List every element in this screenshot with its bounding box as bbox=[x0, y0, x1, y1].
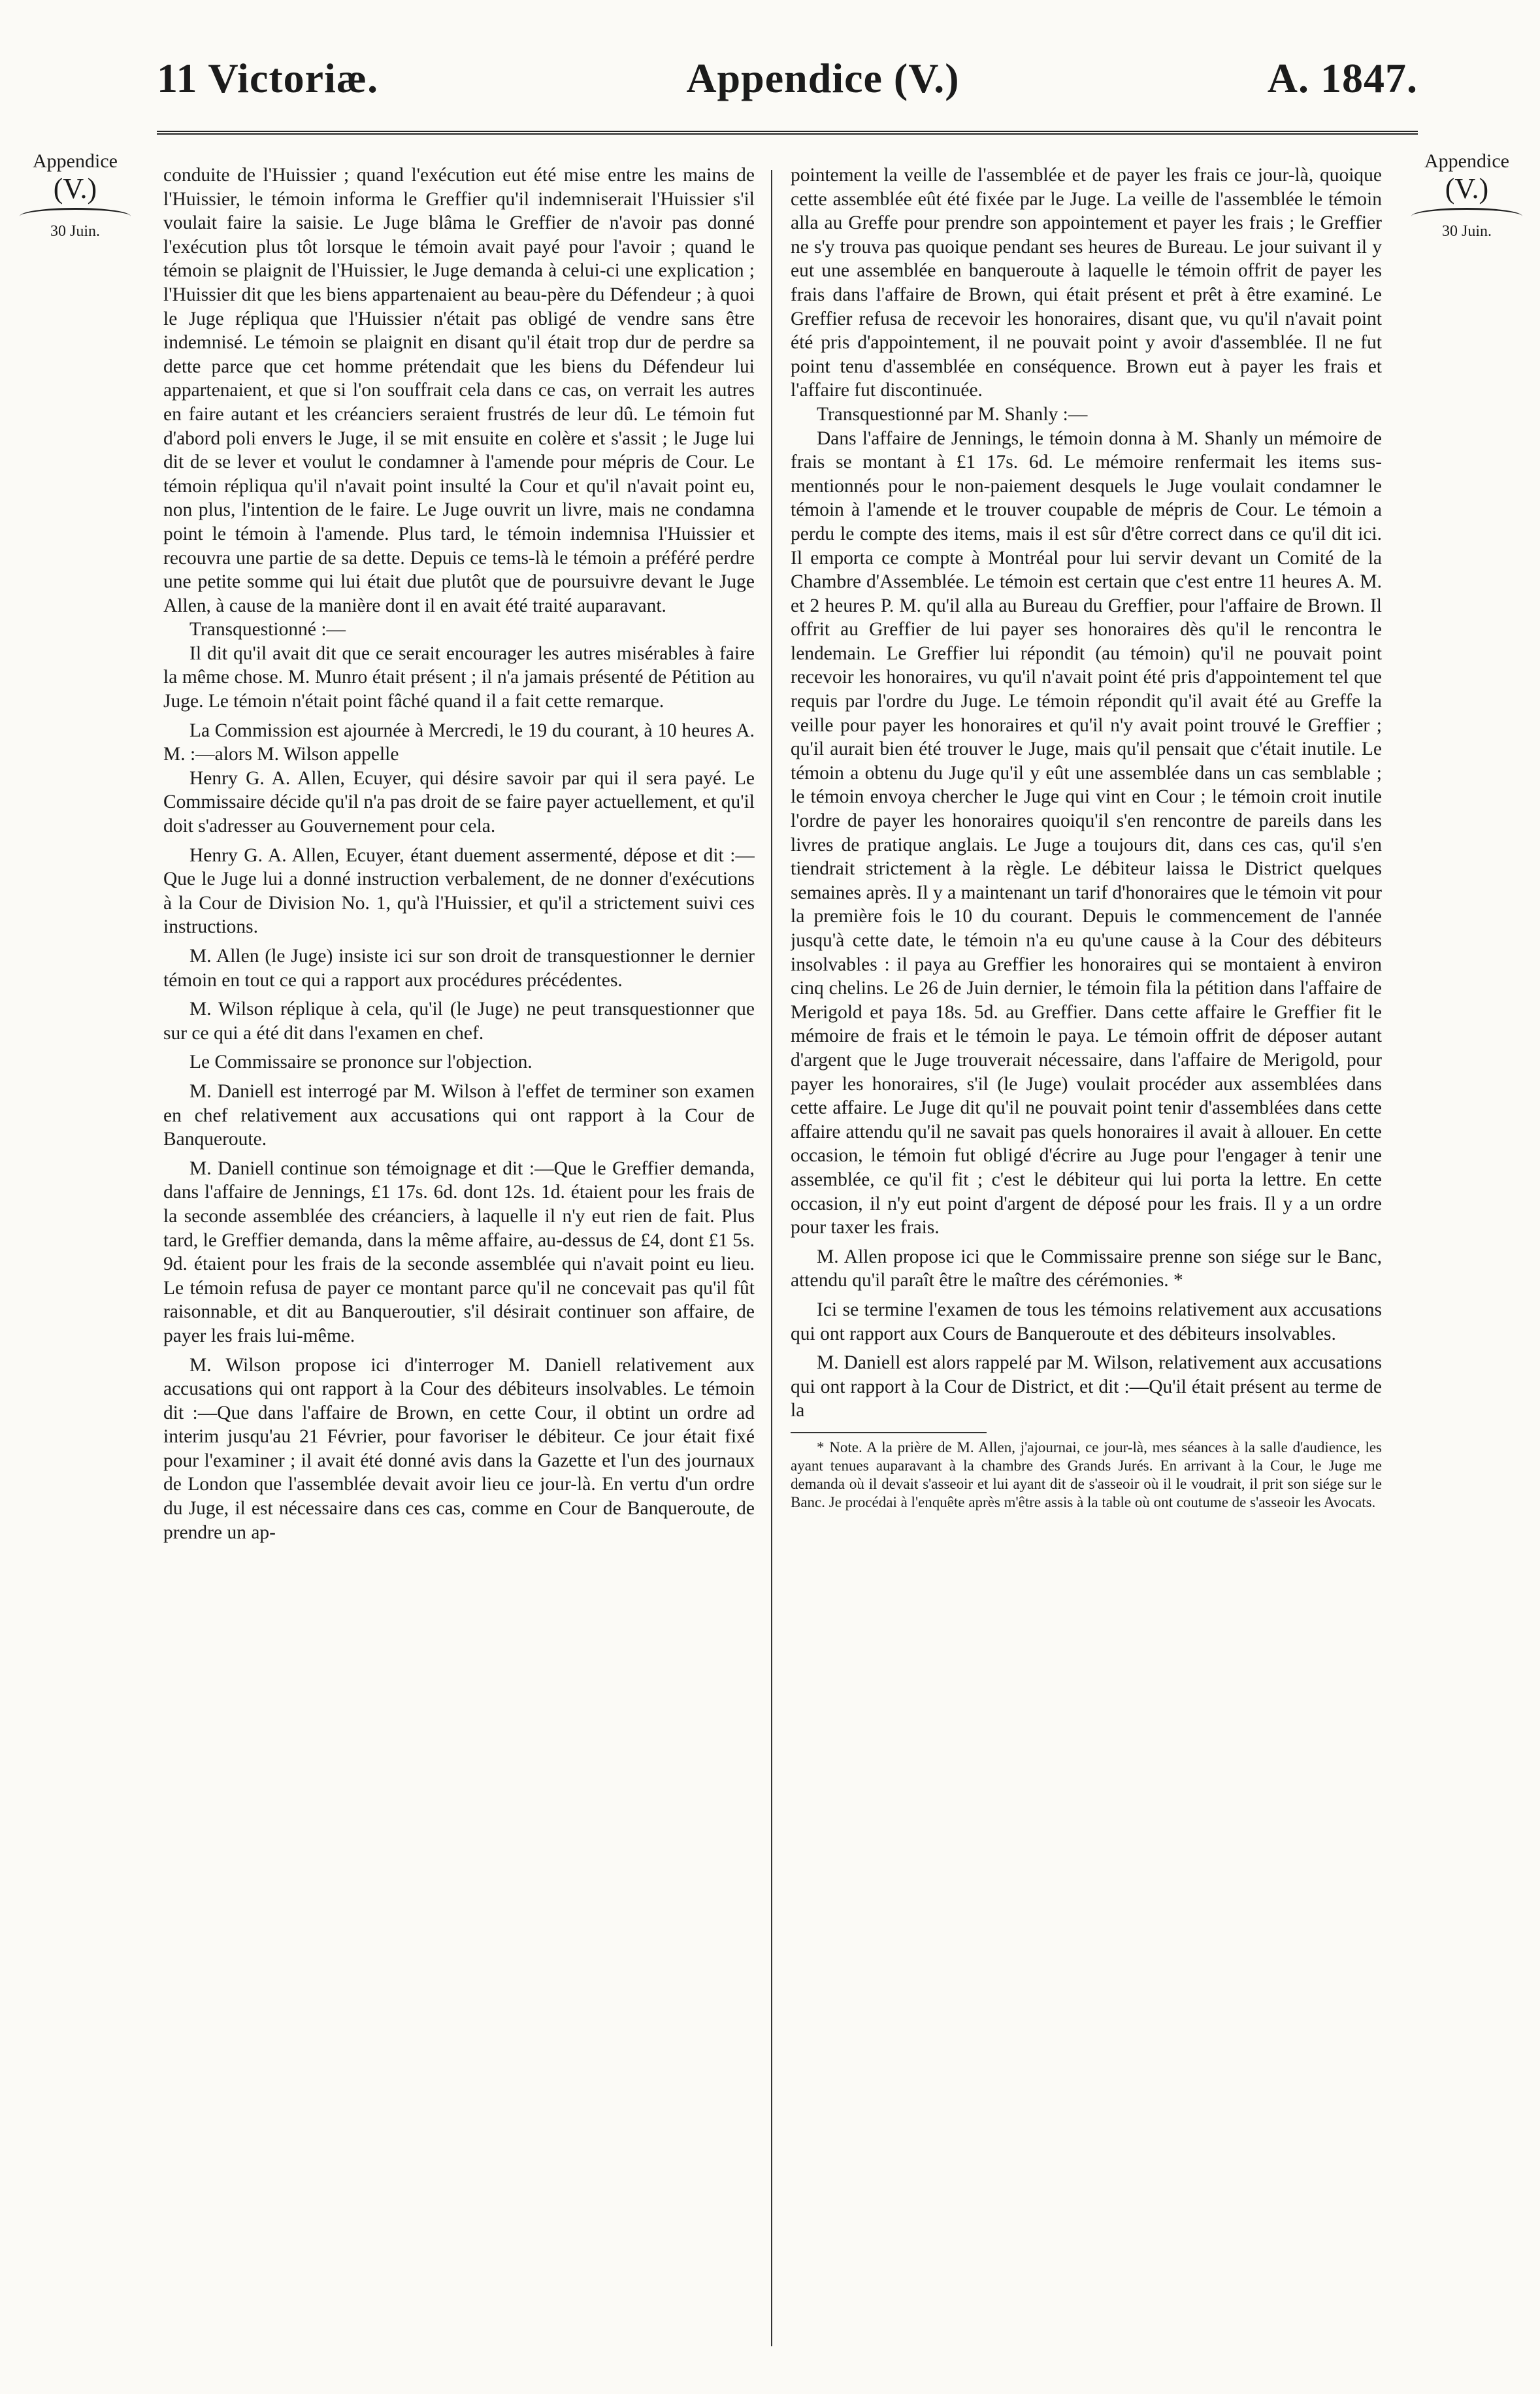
paragraph: Henry G. A. Allen, Ecuyer, étant duement assermenté, dépose et dit :—Que le Juge lui a donné instruction verbalement, de ne donner d'exécutions à la Cour de Division No. 1, qu'à l'Huissier, et qu'il a strictement suivi ces instructions. bbox=[163, 844, 755, 938]
header-year: A. 1847. bbox=[1267, 55, 1418, 101]
column-divider bbox=[771, 170, 772, 2346]
left-column bbox=[163, 163, 755, 2372]
paragraph: M. Daniell continue son témoignage et dit :—Que le Greffier demanda, dans l'affaire de Jennings, £1 17s. 6d. dont 12s. 1d. étaient pour les frais de la seconde assemblée des créanciers, à laquelle il n'y eut rien de fait. Plus tard, le Greffier demanda, dans la même affaire, au-dessus de £4, dont £1 5s. 9d. étaient pour les frais de la seconde assemblée qui n'avait point eu lieu. Le témoin refusa de payer ce montant parce qu'il ne concevait pas qu'il fût raisonnable, et dit au Banqueroutier, s'il désirait continuer son affaire, de payer les frais lui-même. bbox=[163, 1157, 755, 1346]
paragraph: Henry G. A. Allen, Ecuyer, qui désire savoir par qui il sera payé. Le Commissaire décide qu'il n'a pas droit de se faire payer actuellement, et qu'il doit s'adresser au Gouvernement pour cela. bbox=[163, 767, 755, 837]
paragraph: M. Allen propose ici que le Commissaire prenne son siége sur le Banc, attendu qu'il paraît être le maître des cérémonies. * bbox=[791, 1246, 1382, 1291]
header-rule bbox=[157, 131, 1418, 135]
paragraph: M. Daniell est alors rappelé par M. Wilson, relativement aux accusations qui ont rapport à la Cour de District, et dit :—Qu'il était présent au terme de la bbox=[791, 1352, 1382, 1421]
margin-date: 30 Juin. bbox=[50, 223, 100, 240]
paragraph: M. Allen (le Juge) insiste ici sur son droit de transquestionner le dernier témoin en tout ce qui a rapport aux procédures précédentes. bbox=[163, 946, 755, 991]
paragraph: conduite de l'Huissier ; quand l'exécution eut été mise entre les mains de l'Huissier, le témoin informa le Greffier qu'il indemniserait l'Huissier s'il voulait faire la saisie. Le Juge blâma le Greffier de n'avoir pas donné l'exécution plus tôt lorsque le témoin avait payé pour l'avoir ; quand le témoin se plaignit de l'Huissier, le Juge demanda à celui-ci une explication ; l'Huissier dit que les biens appartenaient au beau-père du Défendeur ; à quoi le Juge répliqua que l'Huissier n'était pas obligé de vendre sans être indemnisé. Le témoin se plaignit en disant qu'il était trop dur de perdre sa dette parce que cet homme prétendait que les biens du Défendeur lui appartenaient, et que si l'on souffrait cela dans ce cas, on verrait les autres en faire autant et les créanciers seraient frustrés de leur dû. Le témoin fut d'abord poli envers le Juge, il se mit ensuite en colère et s'assit ; le Juge lui dit de se lever et voulut le condamner à l'amende pour mépris de Cour. Le témoin répliqua qu'il n'avait point insulté la Cour et qu'il n'avait point eu, non plus, l'intention de le faire. Le Juge ouvrit un livre, mais ne condamna point le témoin à l'amende. Plus tard, le témoin indemnisa l'Huissier et recouvra une partie de sa dette. Depuis ce tems-là le témoin a préféré perdre une petite somme qui lui était due plutôt que de poursuivre devant le Juge Allen, à cause de la manière dont il en avait été traité auparavant. bbox=[163, 165, 755, 616]
right-column bbox=[791, 163, 1382, 2372]
margin-label: Appendice bbox=[1424, 150, 1509, 172]
footnote: * Note. A la prière de M. Allen, j'ajournai, ce jour-là, mes séances à la salle d'audience, les ayant tenues auparavant à la chambre des Grands Jurés. En arrivant à la Cour, le Juge me demanda où il devait s'asseoir et lui ayant dit de s'asseoir où il le voudrait, il prit son siége sur le Banc. Je procédai à l'enquête après m'être assis à la table où ont coutume de s'asseoir les Avocats. bbox=[791, 1438, 1382, 1510]
paragraph: La Commission est ajournée à Mercredi, le 19 du courant, à 10 heures A. M. :—alors M. Wilson appelle bbox=[163, 720, 755, 765]
paragraph: Dans l'affaire de Jennings, le témoin donna à M. Shanly un mémoire de frais se montant à £1 17s. 6d. Le mémoire renfermait les items sus-mentionnés pour le non-paiement desquels le Juge voulait condamner le témoin à l'amende et le trouver coupable de mépris de Cour. Le témoin a perdu le compte des items, mais il est sûr d'être correct dans ce qu'il dit ici. Il emporta ce compte à Montréal pour lui servir devant un Comité de la Chambre d'Assemblée. Le témoin est certain que c'est entre 11 heures A. M. et 2 heures P. M. qu'il alla au Bureau du Greffier, pour l'affaire de Brown. Il offrit au Greffier de lui payer ses honoraires dès qu'il le rencontra le lendemain. Le Greffier lui répondit (au témoin) qu'il ne pouvait point recevoir les honoraires, vu qu'il n'avait point été pris d'appointement tel que requis par l'ordre du Juge. Le témoin répondit qu'il avait été au Greffe la veille pour payer les honoraires et qu'il n'y avait point trouvé le Greffier ; qu'il aurait bien été trouver le Juge, mais qu'il pensait que c'était inutile. Le témoin a obtenu du Juge qu'il y eût une assemblée dans un cas semblable ; le témoin envoya chercher le Juge qui vint en Cour ; le témoin croit inutile l'ordre de payer les honoraires quoiqu'il s'en rencontre de pareils dans les livres de pratique anglais. Le Juge a toujours dit, dans ces cas, qu'il s'en tiendrait strictement à la règle. Le débiteur laissa le District quelques semaines après. Il y a maintenant un tarif d'honoraires que le témoin vit pour la première fois le 10 du courant. Depuis le commencement de l'année jusqu'à cette date, le témoin n'a eu qu'une cause à la Cour des débiteurs insolvables : il paya au Greffier les honoraires qui se montaient à environ cinq chelins. Le 26 de Juin dernier, le témoin fila la pétition dans l'affaire de Merigold et paya 18s. 5d. au Greffier. Dans cette affaire le Greffier fit le mémoire de frais et le témoin le paya. Le témoin offrit de déposer autant d'argent que le Juge trouverait nécessaire, dans l'affaire de Merigold, pour payer les honoraires, s'il (le Juge) voulait procéder aux assemblées dans cette affaire. Le Juge dit qu'il ne pouvait point tenir d'assemblées dans cette affaire attendu qu'il ne savait pas quels honoraires il avait à allouer. En cette occasion, le témoin fut obligé d'écrire au Juge pour l'engager à tenir une assemblée, ce qu'il fit ; c'est le débiteur qui lui porta la lettre. En cette occasion, il n'y eut point d'argent de déposé pour les frais. Il y a un ordre pour taxer les frais. bbox=[791, 427, 1382, 1239]
left-margin-note bbox=[13, 150, 137, 242]
paragraph: Il dit qu'il avait dit que ce serait encourager les autres misérables à faire la même chose. M. Munro était présent ; il n'a jamais présenté de Pétition au Juge. Le témoin n'était point fâché quand il a fait cette remarque. bbox=[163, 642, 755, 712]
header-session: 11 Victoriæ. bbox=[157, 55, 379, 101]
margin-label: Appendice bbox=[33, 150, 118, 172]
margin-brace bbox=[20, 208, 131, 216]
margin-letter: (V.) bbox=[53, 173, 97, 205]
paragraph: M. Daniell est interrogé par M. Wilson à l'effet de terminer son examen en chef relativement aux accusations qui ont rapport à la Cour de Banqueroute. bbox=[163, 1080, 755, 1150]
paragraph: Transquestionné par M. Shanly :— bbox=[817, 403, 1088, 425]
page-header bbox=[157, 39, 1418, 118]
paragraph: pointement la veille de l'assemblée et de payer les frais ce jour-là, quoique cette assemblée eût été fixée par le Juge. La veille de l'assemblée le témoin alla au Greffe pour prendre son appointement et payer les frais ; le Greffier ne s'y trouva pas quoique pendant ses heures de Bureau. Le jour suivant il y eut une assemblée en banqueroute à laquelle le témoin offrit de payer les frais dans l'affaire de Brown, qui était présent et prêt à être examiné. Le Greffier refusa de recevoir les honoraires, disant que, vu qu'il n'avait point été pris d'appointement, il ne pouvait point y avoir d'assemblée. Il ne fut point tenu d'assemblée en conséquence. Brown eut à payer les frais et l'affaire fut discontinuée. bbox=[791, 165, 1382, 401]
footnote-rule bbox=[791, 1432, 987, 1433]
paragraph: Le Commissaire se prononce sur l'objection. bbox=[189, 1052, 532, 1073]
margin-letter: (V.) bbox=[1445, 173, 1489, 205]
paragraph: M. Wilson réplique à cela, qu'il (le Juge) ne peut transquestionner que sur ce qui a été dit dans l'examen en chef. bbox=[163, 999, 755, 1044]
paragraph: M. Wilson propose ici d'interroger M. Daniell relativement aux accusations qui ont rapport à la Cour des débiteurs insolvables. Le témoin dit :—Que dans l'affaire de Brown, en cette Cour, il obtint un ordre ad interim jusqu'au 21 Février, pour favoriser le débiteur. Ce jour était fixé pour l'examiner ; il avait été donné avis dans la Gazette et l'un des journaux de London que l'assemblée devait avoir lieu ce jour-là. En vertu d'un ordre du Juge, il est nécessaire dans ces cas, comme en Cour de Banqueroute, de prendre un ap- bbox=[163, 1354, 755, 1543]
header-appendix: Appendice (V.) bbox=[686, 55, 960, 101]
margin-brace bbox=[1411, 208, 1522, 216]
right-margin-note bbox=[1405, 150, 1529, 242]
margin-date: 30 Juin. bbox=[1441, 223, 1492, 240]
paragraph: Ici se termine l'examen de tous les témoins relativement aux accusations qui ont rapport aux Cours de Banqueroute et des débiteurs insolvables. bbox=[791, 1299, 1382, 1344]
paragraph: Transquestionné :— bbox=[189, 619, 346, 640]
